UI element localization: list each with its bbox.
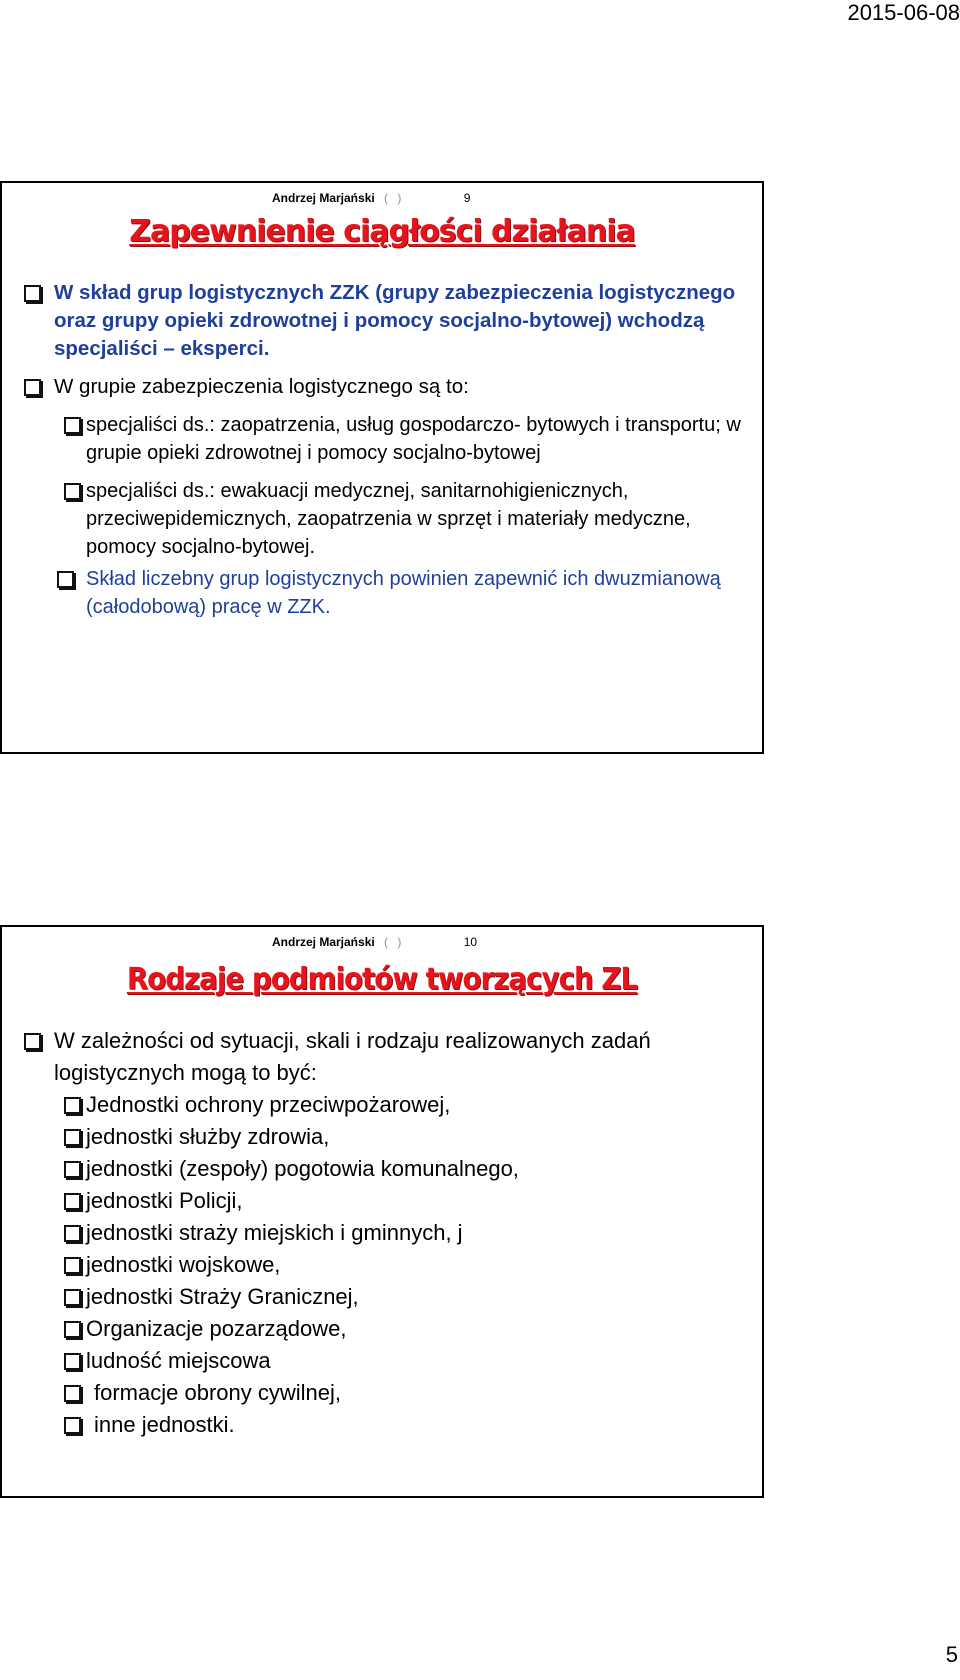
- checkbox-bullet-icon: [64, 1225, 81, 1242]
- slide-9: [0, 181, 764, 754]
- list-item: [24, 1185, 742, 1217]
- slide-author: Andrzej Marjański: [272, 191, 375, 205]
- list-item-text: Organizacje pozarządowe,: [86, 1316, 347, 1341]
- slide-title: Zapewnienie ciągłości działania: [129, 214, 635, 249]
- bullet-list: [24, 1025, 742, 1441]
- list-item: [24, 1281, 742, 1313]
- list-item: [24, 1217, 742, 1249]
- checkbox-bullet-icon: [64, 483, 81, 500]
- bullet-item: [24, 1025, 742, 1089]
- list-item-text: jednostki (zespoły) pogotowia komunalnego,: [86, 1156, 519, 1181]
- bullet-item: [24, 279, 742, 363]
- slide-title: Rodzaje podmiotów tworzących ZL: [126, 962, 638, 997]
- checkbox-bullet-icon: [64, 1161, 81, 1178]
- checkbox-bullet-icon: [64, 1097, 81, 1114]
- checkbox-bullet-icon: [64, 1353, 81, 1370]
- slide-number: 9: [463, 191, 471, 205]
- sub-bullet-item: [24, 477, 742, 561]
- bullet-text: Skład liczebny grup logistycznych powinien zapewnić ich dwuzmianową (całodobową) pracę w ZZK.: [86, 568, 721, 618]
- checkbox-bullet-icon: [57, 571, 74, 588]
- list-item-text: Jednostki ochrony przeciwpożarowej,: [86, 1092, 451, 1117]
- checkbox-bullet-icon: [64, 1385, 81, 1402]
- slide-header: [272, 934, 477, 950]
- bullet-text: W grupie zabezpieczenia logistycznego są to:: [54, 375, 469, 398]
- page-date: 2015-06-08: [847, 0, 960, 25]
- slide-number: 10: [463, 935, 478, 949]
- list-item-text: ludność miejscowa: [86, 1348, 271, 1373]
- checkbox-bullet-icon: [64, 1321, 81, 1338]
- page-number: 5: [945, 1642, 958, 1667]
- bullet-text: W zależności od sytuacji, skali i rodzaju realizowanych zadań logistycznych mogą to być:: [54, 1028, 651, 1085]
- slide-header-paren: ( ): [384, 191, 405, 205]
- checkbox-bullet-icon: [64, 417, 81, 434]
- checkbox-bullet-icon: [64, 1129, 81, 1146]
- slide-10: [0, 925, 764, 1498]
- slide-author: Andrzej Marjański: [272, 935, 375, 949]
- sub-bullet-item: [24, 411, 742, 467]
- list-item-text: jednostki służby zdrowia,: [86, 1124, 330, 1149]
- list-item-text: inne jednostki.: [94, 1412, 235, 1437]
- slide-header-paren: ( ): [384, 935, 405, 949]
- list-item-text: jednostki straży miejskich i gminnych, j: [86, 1220, 463, 1245]
- sub-bullet-item: [24, 565, 742, 621]
- list-item-text: formacje obrony cywilnej,: [94, 1380, 341, 1405]
- list-item: [24, 1345, 742, 1377]
- list-item: [24, 1409, 742, 1441]
- bullet-item: [24, 373, 742, 401]
- checkbox-bullet-icon: [64, 1193, 81, 1210]
- checkbox-bullet-icon: [64, 1257, 81, 1274]
- list-item-text: jednostki Policji,: [86, 1188, 243, 1213]
- checkbox-bullet-icon: [64, 1417, 81, 1434]
- list-item-text: jednostki wojskowe,: [86, 1252, 281, 1277]
- list-item: [24, 1153, 742, 1185]
- checkbox-bullet-icon: [24, 1033, 41, 1050]
- list-item-text: jednostki Straży Granicznej,: [86, 1284, 359, 1309]
- list-item: [24, 1313, 742, 1345]
- bullet-list: [24, 279, 742, 621]
- list-item: [24, 1089, 742, 1121]
- checkbox-bullet-icon: [24, 379, 41, 396]
- list-item: [24, 1377, 742, 1409]
- checkbox-bullet-icon: [24, 285, 41, 302]
- sub-bullet-list: [24, 1089, 742, 1441]
- slide-header: [272, 190, 470, 206]
- bullet-text: specjaliści ds.: ewakuacji medycznej, sanitarnohigienicznych, przeciwepidemicznych, zaopatrzenia w sprzęt i materiały medyczne, pomocy socjalno-bytowej.: [86, 480, 691, 558]
- bullet-text: specjaliści ds.: zaopatrzenia, usług gospodarczo- bytowych i transportu; w grupie opieki zdrowotnej i pomocy socjalno-bytowej: [86, 414, 741, 464]
- bullet-text: W skład grup logistycznych ZZK (grupy zabezpieczenia logistycznego oraz grupy opieki zdrowotnej i pomocy socjalno-bytowej) wchodzą specjaliści – eksperci.: [54, 281, 736, 360]
- checkbox-bullet-icon: [64, 1289, 81, 1306]
- list-item: [24, 1249, 742, 1281]
- list-item: [24, 1121, 742, 1153]
